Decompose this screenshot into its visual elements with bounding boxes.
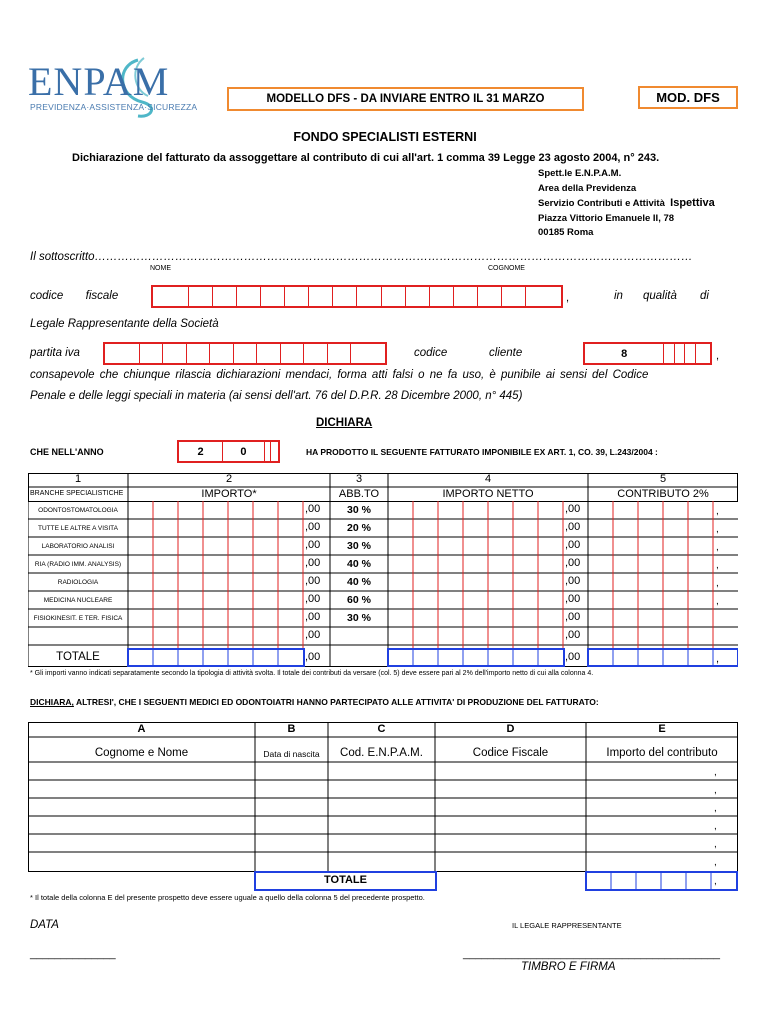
cliente-comma: ,: [716, 350, 720, 362]
penale-text: Penale e delle leggi speciali in materia (ai sensi dell'art. 76 del D.P.R. 28 Dicembre 2000, n° 445): [30, 390, 523, 402]
cliente-label: cliente: [489, 347, 523, 359]
row-comma: ,: [714, 767, 717, 778]
row-comma: ,: [714, 821, 717, 832]
totale-netto-dec: ,00: [565, 651, 581, 663]
logo-text: ENPAM: [28, 59, 170, 104]
cf-comma: ,: [566, 292, 570, 304]
importo-decimals: ,00: [305, 539, 321, 551]
legale-rappresentante-label: IL LEGALE RAPPRESENTANTE: [512, 921, 622, 930]
col-letter-e: E: [658, 723, 666, 735]
address-line: Servizio Contributi e Attività Ispettiva: [538, 197, 715, 209]
col-number-1: 1: [74, 473, 82, 485]
page-title: FONDO SPECIALISTI ESTERNI: [293, 130, 477, 144]
totale2-comma: ,: [714, 876, 717, 887]
branch-label: FISIOKINESIT. E TER. FISICA: [33, 615, 123, 622]
logo-subtitle: PREVIDENZA·ASSISTENZA·SICUREZZA: [30, 102, 198, 112]
qualita-label: qualità: [643, 290, 677, 302]
contributo-comma: ,: [716, 524, 719, 535]
importo-decimals: ,00: [305, 521, 321, 533]
branch-label: ODONTOSTOMATOLOGIA: [38, 507, 118, 514]
dichiara-heading: DICHIARA: [316, 417, 373, 429]
netto-decimals: ,00: [565, 629, 581, 641]
address-line: 00185 Roma: [538, 227, 594, 238]
row-comma: ,: [714, 839, 717, 850]
netto-decimals: ,00: [565, 521, 581, 533]
codice-fiscale-label: codice fiscale: [30, 290, 119, 302]
col-title-contributo: CONTRIBUTO 2%: [617, 488, 709, 500]
note2: * Il totale della colonna E del presente prospetto deve essere uguale a quello della colonna 5 del precedente prospetto.: [30, 893, 425, 902]
anno-label: CHE NELL'ANNO: [30, 447, 104, 457]
in-label: in: [614, 290, 623, 302]
abbattimento-pct: 30 %: [347, 504, 371, 516]
partita-iva-input[interactable]: [103, 342, 387, 365]
mod-label: MOD. DFS: [656, 90, 720, 105]
di-label: di: [700, 290, 709, 302]
codice-label: codice: [414, 347, 448, 359]
branch-label: MEDICINA NUCLEARE: [43, 597, 113, 604]
col-number-3: 3: [355, 473, 363, 485]
codice-cliente-input[interactable]: [583, 342, 712, 365]
abbattimento-pct: 20 %: [347, 522, 371, 534]
col-title-netto: IMPORTO NETTO: [442, 488, 534, 500]
address-line: Spett.le E.N.P.A.M.: [538, 168, 622, 179]
legale-label: Legale Rappresentante della Società: [30, 318, 219, 330]
netto-decimals: ,00: [565, 503, 581, 515]
totale-label: TOTALE: [56, 651, 100, 663]
enpam-logo: [28, 59, 198, 120]
totale2-label: TOTALE: [324, 874, 367, 886]
nome-label: NOME: [150, 265, 171, 272]
data-label: DATA: [30, 919, 59, 931]
branch-label: TUTTE LE ALTRE A VISITA: [38, 525, 118, 532]
firma-line: __________________________________________: [463, 948, 720, 960]
dichiara2-text: DICHIARA, ALTRESI', CHE I SEGUENTI MEDICI ED ODONTOIATRI HANNO PARTECIPATO ALLE ATTIVITA' DI PRODUZIONE DEL FATTURATO:: [30, 697, 599, 707]
abbattimento-pct: 40 %: [347, 576, 371, 588]
col-title-importo-contributo: Importo del contributo: [606, 747, 718, 759]
importo-decimals: ,00: [305, 611, 321, 623]
medici-table: [28, 722, 738, 892]
row-comma: ,: [714, 785, 717, 796]
sottoscritto-line: Il sottoscritto…………………………………………………………………………………………………………………………………………: [30, 251, 693, 263]
abbattimento-pct: 40 %: [347, 558, 371, 570]
contributo-comma: ,: [716, 578, 719, 589]
col-number-5: 5: [659, 473, 667, 485]
col-title-importo: IMPORTO*: [201, 488, 257, 500]
timbro-firma-label: TIMBRO E FIRMA: [521, 961, 616, 973]
branch-label: RADIOLOGIA: [57, 579, 99, 586]
modello-label: MODELLO DFS - DA INVIARE ENTRO IL 31 MARZO: [266, 93, 545, 105]
col-number-2: 2: [225, 473, 233, 485]
importo-decimals: ,00: [305, 557, 321, 569]
col-title-branche: BRANCHE SPECIALISTICHE: [30, 490, 124, 497]
netto-decimals: ,00: [565, 557, 581, 569]
partita-iva-label: partita iva: [30, 347, 80, 359]
cognome-label: COGNOME: [488, 265, 525, 272]
importo-decimals: ,00: [305, 503, 321, 515]
totale-contr-comma: ,: [716, 653, 720, 665]
col-number-4: 4: [484, 473, 492, 485]
codice-fiscale-input[interactable]: [151, 285, 563, 308]
branch-label: LABORATORIO ANALISI: [41, 543, 115, 550]
col-letter-d: D: [506, 723, 515, 735]
netto-decimals: ,00: [565, 539, 581, 551]
modello-box: [227, 87, 584, 111]
col-letter-c: C: [377, 723, 386, 735]
consapevole-text: consapevole che chiunque rilascia dichiarazioni mendaci, forma atti falsi o ne fa uso, è punibile ai sensi del Codice: [30, 369, 649, 381]
col-letter-b: B: [287, 723, 296, 735]
anno-input[interactable]: 2 0: [177, 440, 280, 463]
row-comma: ,: [714, 803, 717, 814]
netto-decimals: ,00: [565, 611, 581, 623]
col-title-cf: Codice Fiscale: [472, 747, 549, 759]
note1: * Gli importi vanno indicati separatamente secondo la tipologia di attività svolta. Il totale dei contributi da versare (col. 5) deve essere pari al 2% dell'importo netto di cui alla colonna 4.: [30, 670, 594, 677]
abbattimento-pct: 30 %: [347, 612, 371, 624]
col-letter-a: A: [137, 723, 146, 735]
importo-decimals: ,00: [305, 575, 321, 587]
abbattimento-pct: 60 %: [347, 594, 371, 606]
importo-decimals: ,00: [305, 593, 321, 605]
row-comma: ,: [714, 857, 717, 868]
contributo-comma: ,: [716, 506, 719, 517]
contributo-comma: ,: [716, 596, 719, 607]
mod-box: [638, 86, 738, 109]
anno-text: HA PRODOTTO IL SEGUENTE FATTURATO IMPONIBILE EX ART. 1, CO. 39, L.243/2004 :: [306, 447, 658, 457]
address-block: [538, 167, 715, 241]
netto-decimals: ,00: [565, 575, 581, 587]
cliente-prefix: 8: [584, 343, 664, 364]
col-title-cognome: Cognome e Nome: [94, 747, 189, 759]
data-line: ______________: [30, 948, 116, 960]
subtitle: Dichiarazione del fatturato da assoggettare al contributo di cui all'art. 1 comma 39 Legge 23 agosto 2004, n° 243.: [72, 152, 660, 164]
contributo-comma: ,: [716, 560, 719, 571]
col-title-nascita: Data di nascita: [263, 749, 320, 759]
totale-importo-dec: ,00: [305, 651, 321, 663]
importo-decimals: ,00: [305, 629, 321, 641]
address-line: Piazza Vittorio Emanuele II, 78: [538, 212, 675, 224]
fatturato-table: [28, 473, 738, 667]
col-title-enpam: Cod. E.N.P.A.M.: [340, 747, 423, 759]
branch-label: RIA (RADIO IMM. ANALYSIS): [34, 561, 122, 568]
contributo-comma: ,: [716, 542, 719, 553]
abbattimento-pct: 30 %: [347, 540, 371, 552]
col-title-abbto: ABB.TO: [338, 488, 380, 500]
netto-decimals: ,00: [565, 593, 581, 605]
address-line: Area della Previdenza: [538, 182, 637, 194]
